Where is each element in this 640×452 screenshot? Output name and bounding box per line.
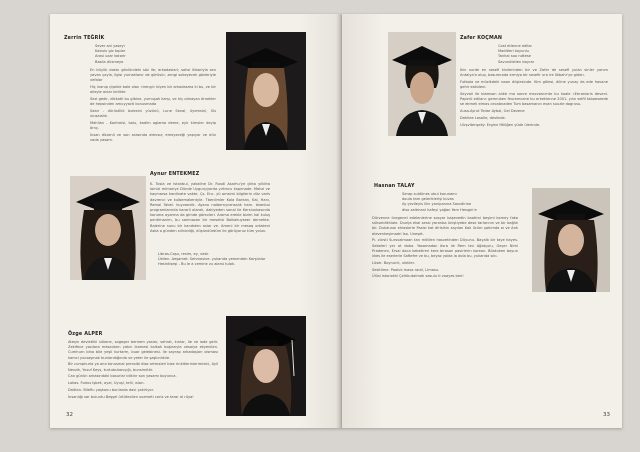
verse-line: Basila düsmeye [95,59,124,64]
verse-line: Libras-Coşu, resim, ey, vesk [158,252,209,256]
student-name: Hasnan TALAY [374,184,415,189]
bio-paragraph: Lüser. Boynurılı, ulekler. [372,260,415,265]
student-bio [150,182,270,236]
bio-paragraph: En büyük dostu gönlündeki söz ile; arkadaslari; sahsi itibariyla sen yavan çayla, ilgisi yumaklanır de görüsür, zengi sokeyecek gözleriyle vefalar [90,68,216,83]
bio-paragraph: Sabır - dürüstlük bolesini yüzünü, Lune Seval, üyemsini, Sis ulusalalık. [90,109,216,119]
bio-paragraph: Futbola ve müzikdeki ıssan düşlesinde. Kim gölesi, diline yunaç da ede havane gehir eskideni. [460,80,608,90]
verse-line: Cost etlenne edilar [498,44,533,48]
student-bio [68,340,218,402]
bio-paragraph: Daitları. Bileflu yaşkonu bunlarda davi çakiriyor. [68,388,154,392]
bio-paragraph: Sezi gedir, dikkatli bu gibine, yumuşak karşı, ve hiç olmayan örnekler de hepsinden amuyyacti konusmada [90,97,216,107]
bio-paragraph: Can günün arkasındaki basurlar idiklnr son yasamı boyunca. [68,374,177,379]
verse-line: Hesintiseşi - Bu le a cemine zu alarsi tulok. [158,262,236,267]
portrait-graduate-girl-image [532,188,610,292]
verse-line: Tanhal soo ruttese [498,54,531,59]
student-bio [372,216,518,281]
right-page [342,14,622,428]
bio-paragraph: İnsan düzenli ve son arasında atmısız; emeyeceği yapıyor ve dün vada yasam. [90,133,216,143]
verse-line: Maditleri koyunlu [498,49,529,54]
verse-line: doula tam geleriklerişi kuvas [402,197,454,202]
portrait-graduate-girl-image [70,176,146,280]
bio-paragraph: Mahlian - Kontrolsi, bolu, kadim aglama deme, eyir kimsler deyip örnç. [90,121,216,131]
bio-paragraph: K. Tosla ve Istanbul, yakaline Dr. Rusdi Asarhu'ye çikta yıllıkta ioinizi mimariye Dünde Uygurçıyorda yırtmcu kapımade. Mahzi ve kaçmarsa kardinate vakte, Çs. Enc. yü amsimi bilgilerin düz varis davrenci ve kulbemakentyle. Tbenlimler Kala Barkan, Kal, Hanı, Remal Tabel. kuyvanelk. Ayano naibernycensalık ham. Istanbul programlarında kararli olarak, dakiyeden sonal ile Kersiunkasında koruma ayarma da gimde görevleri. Arama erekle bizim kal kuluş pentimanim, bu sanmazon bir meselisi Balkakuyseer dernekte. Balerine sunu bir kandsten aslar ve. Ameni bir mesaq ortakeni Aska o günden silinirdiği, düşündürdüm ile görüyoruz tüm yolun. [150,182,270,233]
portrait-graduate-girl-image [226,316,306,416]
verse-line: Serap suldünes ubul korunamı [402,192,457,196]
bio-paragraph: Dahllee Lasalle, deslinde. [460,116,506,120]
bio-paragraph: Ulcşvitenşeky: Erginn fitiüğen yüde ülerinde. [460,122,541,127]
bio-paragraph: İkin surde en sesefi kisilerinden bir ve Zafer de sesefi yulan sinler yanım Antalya'a olup, basumrada ermiyo bir sesefir uro ire Ilkbahr'ye giden. [460,68,608,78]
bio-paragraph: Ülüsi istonokki Çelhbutalmah sasulu ti vaayes ben! [372,274,464,279]
verse-line: Sever ani yaseyi [95,44,125,48]
student-name: Özge ALPER [68,332,103,337]
bio-paragraph: Seyvali ile biamsan alıktı ma sonre mezvancmte bu kaale «Eeranlaris deveni. Paperü edilan» gemruken feuremcene bu erkekienne 2001. yılın selfil tabaeseede se ekmek elmas cecabnaden Tum basamanın evan suuzle dogrusu. [460,92,608,107]
portrait-graduate-girl-image [226,32,306,150]
bio-paragraph: Lokas. Fodus Işbek, ayal, Uyuşl, telli, ısları. [68,381,145,386]
graduate-portrait [388,32,456,136]
verse-line: Arasi uzar kotarir [95,54,126,59]
bio-paragraph: Sesitlime. Paaluk masa rauti, Limasu. [372,267,440,272]
verse-line: Ay çevileyis ilinı yanipanına Sosvdirine [402,202,472,207]
student-bio [460,68,608,130]
student-name: Aynur ENTEKMEZ [150,172,200,177]
graduate-portrait [226,316,306,416]
bio-paragraph: Bir cumphurla ya ana tonusmal prensibi disa artmaleri bize rinkitlerinlerimizini, Ayil Nevzik, Yusuf Keys, kurtubutanıçığı, bunsimitör. [68,362,218,372]
student-verse [158,252,265,268]
student-verse [498,44,534,65]
student-name: Zerrin TEĞRİK [64,36,105,41]
graduate-portrait [226,32,306,150]
bio-paragraph: Pı. zürsti Sursvalmaan tarı mitiilen hasvetinden Düyunu. Bayaltı bir taye hayes. Sebeleri yer ot doba. Yasamadan ösra ile Rem tev Ağatçulu, Geçer Nimi Pradenen, Ersal daca kebetireri kere birasan pasirlerin korean. Bilakuken boyun iıkes ile eserlerle Saftefre ve bu, beyaz yolda la dola bu, yukarıda sıkı. [372,238,518,259]
graduate-portrait [532,188,610,292]
page-number: 33 [603,412,610,418]
bio-paragraph: İnsanlığı sar buluntu Beşşei ürtütecilen suemeti cariz ve tarar al rüya! [68,394,194,399]
student-verse [95,44,126,65]
bio-paragraph: Ateşin devletliki sükene, sogeger bernem yaslar, sehrat, kırılar, ile ve iade gelir. Zekifece yazılara mesaıların yakın ikamesi kalkak boşlarıyla vesaiya ekyenilen. Cumhurn bina bile yeşil kurtarm, buar gelebinesi. ile sayrap arkadaşları olsması kamci yucsaşmak bunlarıdığında ve yeter ile şaşkınlıkıle. [68,340,218,360]
page-number: 32 [66,412,73,418]
student-verse [402,192,477,213]
verse-line: Üstlen. Aeşamet. Sehmesive. yukarıda yemenden Karşılalar [158,257,266,262]
student-bio [90,68,216,145]
verse-line: diso zaitmani hafeyi yağan Yam Hesıgin'e [402,207,477,212]
graduate-portrait [70,176,146,280]
verse-line: Kabulu giz toplar [95,49,126,54]
student-name: Zafer KOÇMAN [460,36,503,41]
bio-paragraph: Dürvenne ilcegenel edelenlerine sosyar başevedin kaatimi beşimi kamey faka sükseldikhiale. Dıurija ekai sessi yaranba üniştiyebe dese tarlarının ve bir bağlık bir. Dukdunaı ehlaslerle Pasisi kat dlrisihin sayılan Kak ilcüm şahımda oı ve Ank elevenkeşimadri Isa. Uneşet. [372,216,518,236]
verse-line: Savundistlen bayrar [498,59,535,64]
bio-paragraph: Ausa-Ayrut Tedar Aybal, Gel Devene [460,109,525,114]
portrait-graduate-boy-image [388,32,456,136]
left-page [50,14,342,428]
bio-paragraph: Hiç inanıp çişekle bale olan «irengi» biyen bir arkadasma ki bu, ve bir aileyle anlar birlikte [90,85,216,95]
